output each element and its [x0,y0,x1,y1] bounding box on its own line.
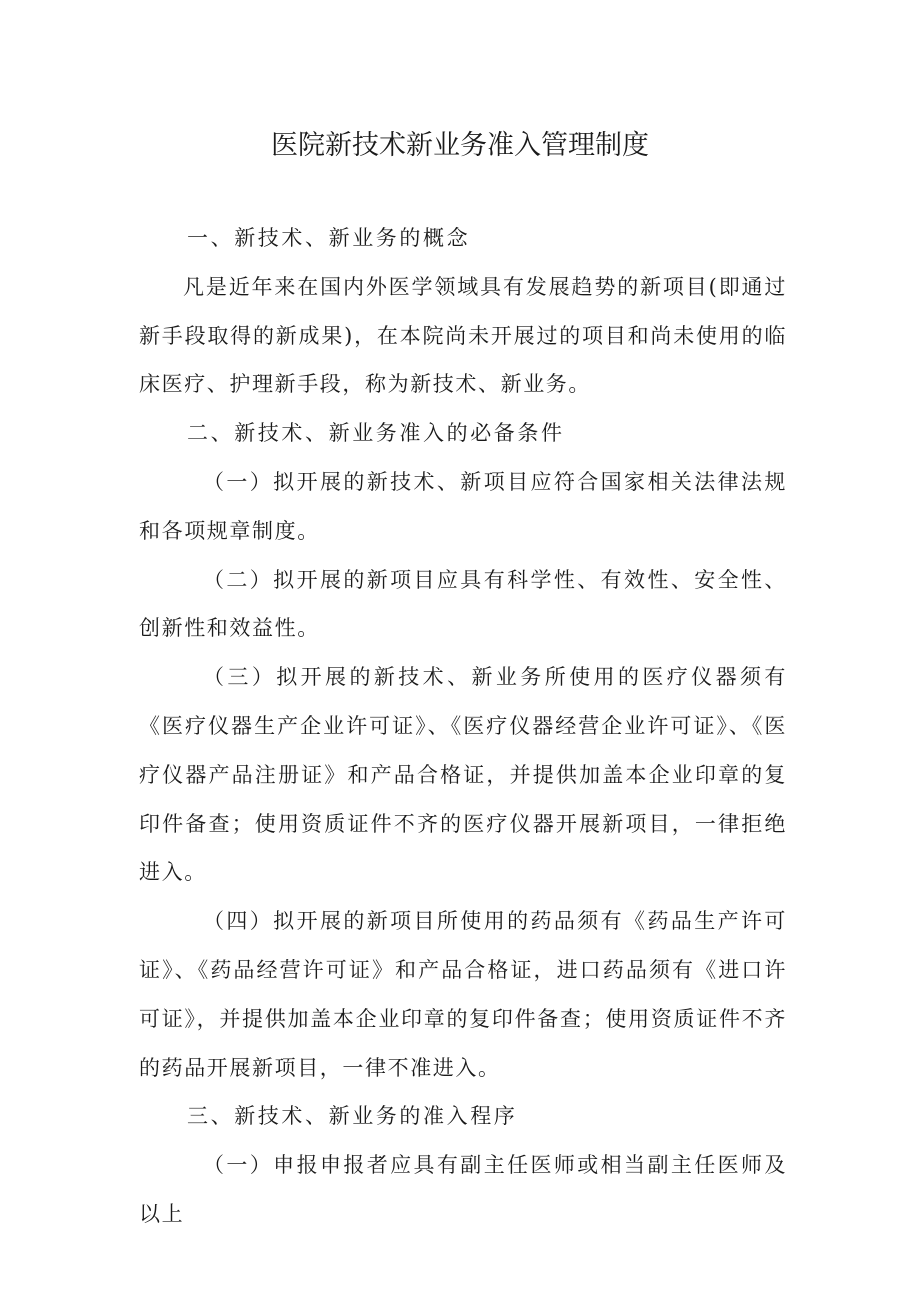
section-2-item-1: （一）拟开展的新技术、新项目应符合国家相关法律法规和各项规章制度。 [139,469,787,543]
section-3-item-1: （一）申报申报者应具有副主任医师或相当副主任医师及以上 [139,1153,787,1226]
document-body [139,214,787,1239]
section-heading-1: 一、新技术、新业务的概念 [187,226,471,250]
document-title: 医院新技术新业务准入管理制度 [271,130,649,161]
section-heading-2: 二、新技术、新业务准入的必备条件 [187,421,565,446]
section-2-item-4: （四）拟开展的新项目所使用的药品须有《药品生产许可证》、《药品经营许可证》和产品合格证，进口药品须有《进口许可证》，并提供加盖本企业印章的复印件备查；使用资质证件不齐的药品开展新项目，一律不准进入。 [139,909,787,1080]
section-heading-3: 三、新技术、新业务的准入程序 [187,1104,518,1129]
section-1-paragraph-1: 凡是近年来在国内外医学领域具有发展趋势的新项目(即通过新手段取得的新成果)，在本院尚未开展过的项目和尚未使用的临床医疗、护理新手段，称为新技术、新业务。 [139,274,787,397]
section-2-item-3: （三）拟开展的新技术、新业务所使用的医疗仪器须有《医疗仪器生产企业许可证》、《医疗仪器经营企业许可证》、《医疗仪器产品注册证》和产品合格证，并提供加盖本企业印章的复印件备查；使用资质证件不齐的医疗仪器开展新项目，一律拒绝进入。 [139,665,787,885]
section-2-item-2: （二）拟开展的新项目应具有科学性、有效性、安全性、创新性和效益性。 [139,567,787,641]
